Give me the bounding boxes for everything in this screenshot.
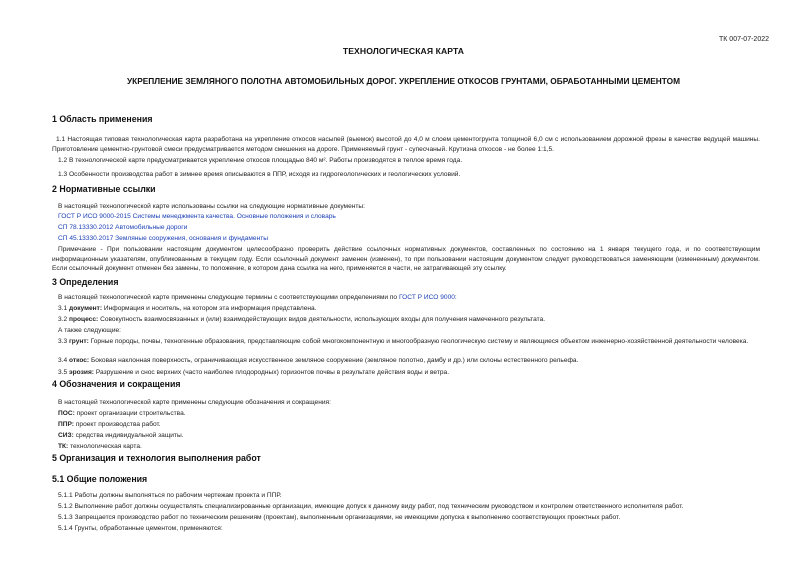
abbreviation-item: [58, 410, 186, 417]
definition-term: документ:: [69, 305, 103, 312]
document-title: ТЕХНОЛОГИЧЕСКАЯ КАРТА: [342, 46, 465, 56]
section-1-paragraph-1: 1.1 Настоящая типовая технологическая карта разработана на укрепление откосов насыпей (выемок) высотой до 4,0 м слоем цементогрунта толщиной 6,0 см с использованием дорожной фрезы в качестве ведущей машины. Приготовление цементно-грунтовой смеси предусматривается методом смешения на дороге. Применяемый грунт - супесчаный. Крутизна откосов - не более 1:1,5.: [52, 136, 760, 153]
section-4-heading: 4 Обозначения и сокращения: [52, 379, 181, 389]
definition-number: 3.1: [58, 305, 68, 312]
section-4-intro: В настоящей технологической карте применены следующие обозначения и сокращения:: [58, 399, 331, 406]
section-5-paragraph-2: 5.1.2 Выполнение работ должны осуществлять специализированные организации, имеющие допуск к данному виду работ, под техническим руководством и контролем ответственного исполнителя работ.: [58, 503, 684, 510]
abbreviation-text: средства индивидуальной защиты.: [75, 432, 184, 439]
definitions-also: А также следующие:: [58, 327, 122, 334]
normative-ref-link-3[interactable]: СП 45.13330.2017 Земляные сооружения, основания и фундаменты: [58, 235, 268, 242]
definition-3-3: [52, 337, 760, 347]
document-code: ТК 007-07-2022: [719, 36, 769, 43]
definition-number: 3.4: [58, 357, 68, 364]
definition-text: Разрушение и снос верхних (часто наиболее плодородных) горизонтов почвы в результате действия воды и ветра.: [95, 369, 450, 376]
abbreviation-item: [58, 443, 142, 450]
normative-ref-link-2[interactable]: СП 78.13330.2012 Автомобильные дороги: [58, 224, 188, 231]
definition-text: Информация и носитель, на котором эта информация представлена.: [103, 305, 317, 312]
definition-term: эрозия:: [69, 369, 94, 376]
definition-text: Боковая наклонная поверхность, ограничивающая искусственное земляное сооружение (земляное полотно, дамбу и др.) или склоны естественного рельефа.: [90, 357, 579, 364]
definition-3-1: [58, 305, 317, 312]
abbreviation-term: ПОС:: [58, 410, 75, 417]
definition-term: грунт:: [69, 338, 89, 345]
abbreviation-item: [58, 432, 184, 439]
abbreviation-term: ППР:: [58, 421, 74, 428]
section-5-paragraph-1: 5.1.1 Работы должны выполняться по рабочим чертежам проекта и ППР.: [58, 492, 282, 499]
section-2-heading: 2 Нормативные ссылки: [52, 184, 156, 194]
normative-ref-link-1[interactable]: ГОСТ Р ИСО 9000-2015 Системы менеджмента качества. Основные положения и словарь: [58, 213, 336, 220]
abbreviation-term: ТК:: [58, 443, 69, 450]
definition-text: Совокупность взаимосвязанных и (или) взаимодействующих видов деятельности, использующих входы для получения намеченного результата.: [100, 316, 546, 323]
section-3-intro-end: :: [454, 294, 457, 301]
section-3-intro-text: В настоящей технологической карте применены следующие термины с соответствующими определениями по: [58, 294, 398, 301]
definition-3-2: [58, 316, 545, 323]
section-5-paragraph-4: 5.1.4 Грунты, обработанные цементом, применяются:: [58, 525, 223, 532]
gost-iso-9000-link[interactable]: ГОСТ Р ИСО 9000: [398, 294, 455, 301]
section-2-intro: В настоящей технологической карте использованы ссылки на следующие нормативные документы:: [58, 203, 365, 210]
definition-term: откос:: [69, 357, 90, 364]
abbreviation-item: [58, 421, 161, 428]
abbreviation-text: технологическая карта.: [70, 443, 142, 450]
section-5-paragraph-3: 5.1.3 Запрещается производство работ по техническим решениям (проектам), выполненным организациями, не имеющими допуска к выполнению соответствующих проектных работ.: [58, 514, 621, 521]
section-3-heading: 3 Определения: [52, 277, 119, 287]
abbreviation-term: СИЗ:: [58, 432, 74, 439]
definition-term: процесс:: [69, 316, 99, 323]
abbreviation-text: проект производства работ.: [75, 421, 161, 428]
section-5-1-heading: 5.1 Общие положения: [52, 474, 148, 484]
section-5-heading: 5 Организация и технология выполнения работ: [52, 453, 261, 463]
section-1-paragraph-3: 1.3 Особенности производства работ в зимнее время описываются в ППР, исходя из гидрогеологических и геологических условий.: [58, 171, 461, 178]
definition-text: Горные породы, почвы, техногенные образования, представляющие собой многокомпонентную и многообразную геологическую систему и являющиеся объектом инженерно-хозяйственной деятельности человека.: [90, 338, 749, 345]
definition-3-4: [58, 357, 578, 364]
definition-3-5: [58, 369, 449, 376]
document-subtitle: УКРЕПЛЕНИЕ ЗЕМЛЯНОГО ПОЛОТНА АВТОМОБИЛЬНЫХ ДОРОГ. УКРЕПЛЕНИЕ ОТКОСОВ ГРУНТАМИ, ОБРАБОТАННЫМИ ЦЕМЕНТОМ: [126, 76, 680, 86]
section-1-paragraph-2: 1.2 В технологической карте предусматривается укрепление откосов площадью 840 м². Работы производятся в теплое время года.: [58, 157, 463, 164]
section-1-heading: 1 Область применения: [52, 114, 153, 124]
abbreviation-text: проект организации строительства.: [76, 410, 186, 417]
definition-number: 3.3: [58, 338, 68, 345]
section-2-note: Примечание - При пользовании настоящим документом целесообразно проверить действие ссылочных нормативных документов, составленных по состоянию на 1 января текущего года, и по соответствующим информационным указателям, опубликованным в текущем году. Если ссылочный документ заменен (изменен), то при пользовании настоящим документом следует руководствоваться заменяющим (измененным) документом. Если ссылочный документ отменен без замены, то положение, в котором дана ссылка на него, применяется в части, не затрагивающей эту ссылку.: [52, 246, 760, 273]
definition-number: 3.2: [58, 316, 68, 323]
definition-number: 3.5: [58, 369, 68, 376]
section-3-intro: [58, 294, 457, 301]
